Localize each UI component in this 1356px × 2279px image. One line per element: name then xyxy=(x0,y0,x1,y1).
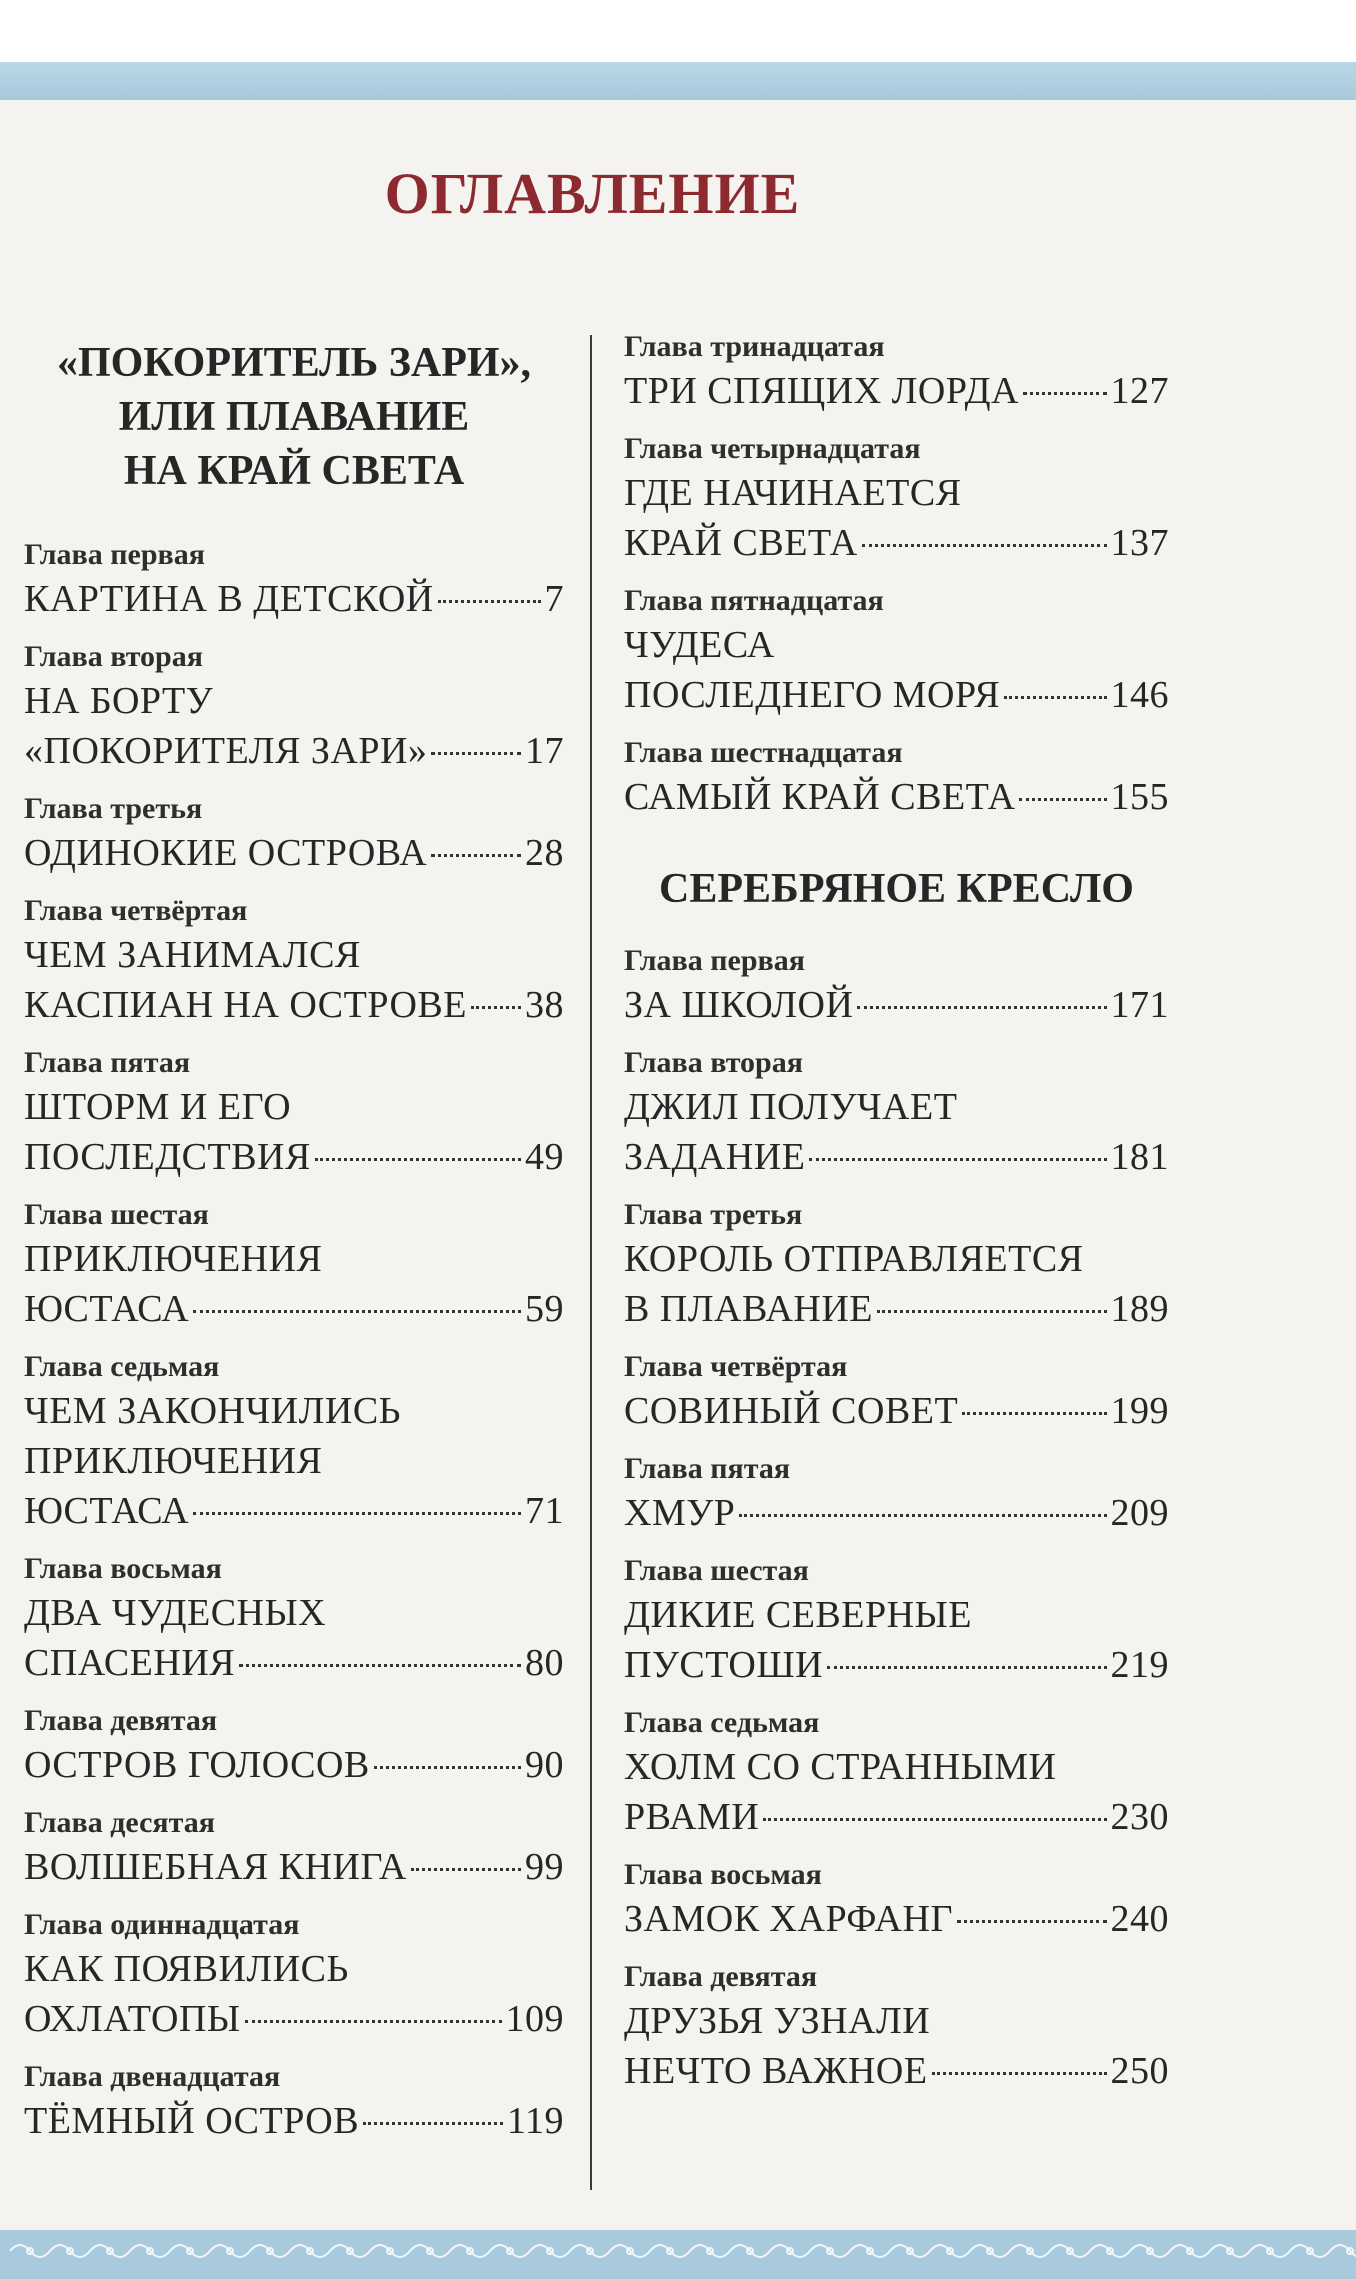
column-divider xyxy=(590,335,592,2190)
dot-leader xyxy=(932,2072,1107,2075)
toc-entry xyxy=(24,1044,564,1182)
chapter-title-line xyxy=(24,1842,564,1892)
page-number: 209 xyxy=(1110,1492,1169,1534)
chapter-title-line xyxy=(624,1386,1169,1436)
chapter-label: Глава тринадцатая xyxy=(624,330,885,363)
toc-entry xyxy=(24,1550,564,1688)
toc-entry xyxy=(624,942,1169,1030)
dot-leader xyxy=(957,1920,1107,1923)
dot-leader xyxy=(827,1666,1106,1669)
chapter-label: Глава одиннадцатая xyxy=(24,1908,300,1941)
page-number: 90 xyxy=(525,1744,564,1786)
chapter-label: Глава вторая xyxy=(624,1046,803,1079)
toc-entry xyxy=(624,1348,1169,1436)
page-number: 80 xyxy=(525,1642,564,1684)
toc-entry xyxy=(24,1348,564,1536)
chapter-title-text: ЗАМОК ХАРФАНГ xyxy=(624,1898,953,1940)
book-title-line: «ПОКОРИТЕЛЬ ЗАРИ», xyxy=(56,340,532,386)
book-title xyxy=(624,862,1169,916)
chapter-title-text: ОХЛАТОПЫ xyxy=(24,1998,241,2040)
chapter-title-line xyxy=(24,1740,564,1790)
chapter-title-line: ЧЕМ ЗАКОНЧИЛИСЬ xyxy=(24,1390,401,1432)
chapter-title-line xyxy=(624,366,1169,416)
chapter-label: Глава вторая xyxy=(24,640,203,673)
chapter-title-text: «ПОКОРИТЕЛЯ ЗАРИ» xyxy=(24,730,428,772)
page-number: 240 xyxy=(1110,1898,1169,1940)
chapter-title-line: ПРИКЛЮЧЕНИЯ xyxy=(24,1440,323,1482)
chapter-title-text: ТЁМНЫЙ ОСТРОВ xyxy=(24,2100,360,2142)
dot-leader xyxy=(438,600,541,603)
dot-leader xyxy=(857,1006,1106,1009)
chapter-title-text: ПОСЛЕДСТВИЯ xyxy=(24,1136,311,1178)
chapter-title-text: ОДИНОКИЕ ОСТРОВА xyxy=(24,832,428,874)
toc-entry xyxy=(624,582,1169,720)
chapter-title-text: ЗА ШКОЛОЙ xyxy=(624,984,854,1026)
chapter-title-text: ПУСТОШИ xyxy=(624,1644,824,1686)
top-decorative-band xyxy=(0,0,1356,100)
page-number: 17 xyxy=(525,730,564,772)
page-number: 71 xyxy=(525,1490,564,1532)
dot-leader xyxy=(962,1412,1106,1415)
dot-leader xyxy=(809,1158,1106,1161)
chapter-label: Глава третья xyxy=(24,792,203,825)
chapter-title-line: ДИКИЕ СЕВЕРНЫЕ xyxy=(624,1594,972,1636)
toc-entry xyxy=(624,1704,1169,1842)
chapter-title-line xyxy=(24,2096,564,2146)
toc-entry xyxy=(624,328,1169,416)
toc-entry xyxy=(624,1196,1169,1334)
dot-leader xyxy=(193,1310,521,1313)
chapter-label: Глава седьмая xyxy=(624,1706,820,1739)
chapter-label: Глава первая xyxy=(24,538,205,571)
chapter-title-text: КАСПИАН НА ОСТРОВЕ xyxy=(24,984,467,1026)
chapter-title-line xyxy=(624,772,1169,822)
chapter-label: Глава четырнадцатая xyxy=(624,432,921,465)
chapter-label: Глава четвёртая xyxy=(24,894,248,927)
toc-entry xyxy=(24,2058,564,2146)
chapter-title-line xyxy=(24,1638,564,1688)
book-title-line: СЕРЕБРЯНОЕ КРЕСЛО xyxy=(659,866,1134,912)
page-number: 38 xyxy=(525,984,564,1026)
toc-entry xyxy=(24,1702,564,1790)
dot-leader xyxy=(245,2020,502,2023)
chapter-title-line xyxy=(24,1994,564,2044)
chapter-title-text: САМЫЙ КРАЙ СВЕТА xyxy=(624,776,1016,818)
page-number: 250 xyxy=(1110,2050,1169,2092)
toc-entry xyxy=(624,430,1169,568)
page-number: 137 xyxy=(1110,522,1169,564)
page-number: 189 xyxy=(1110,1288,1169,1330)
chapter-title-line: ДРУЗЬЯ УЗНАЛИ xyxy=(624,2000,931,2042)
chapter-title-text: СОВИНЫЙ СОВЕТ xyxy=(624,1390,959,1432)
chapter-label: Глава шестая xyxy=(624,1554,809,1587)
page-number: 230 xyxy=(1110,1796,1169,1838)
chapter-label: Глава пятнадцатая xyxy=(624,584,884,617)
chapter-label: Глава четвёртая xyxy=(624,1350,848,1383)
dot-leader xyxy=(1019,798,1106,801)
chapter-label: Глава шестнадцатая xyxy=(624,736,903,769)
chapter-title-line xyxy=(624,1284,1169,1334)
toc-entry xyxy=(24,790,564,878)
chapter-label: Глава восьмая xyxy=(24,1552,222,1585)
toc-entry xyxy=(24,892,564,1030)
page-number: 99 xyxy=(525,1846,564,1888)
chapter-title-line xyxy=(24,980,564,1030)
chapter-label: Глава девятая xyxy=(24,1704,218,1737)
dot-leader xyxy=(431,854,521,857)
page-number: 155 xyxy=(1110,776,1169,818)
chapter-title-text: КРАЙ СВЕТА xyxy=(624,522,858,564)
chapter-title-text: В ПЛАВАНИЕ xyxy=(624,1288,873,1330)
chapter-title-line xyxy=(24,726,564,776)
chapter-title-text: ЮСТАСА xyxy=(24,1288,190,1330)
chapter-title-text: ПОСЛЕДНЕГО МОРЯ xyxy=(624,674,1001,716)
chapter-title-line: КОРОЛЬ ОТПРАВЛЯЕТСЯ xyxy=(624,1238,1084,1280)
toc-entry xyxy=(24,1906,564,2044)
page-number: 7 xyxy=(544,578,564,620)
chapter-label: Глава шестая xyxy=(24,1198,209,1231)
toc-entry xyxy=(624,734,1169,822)
dot-leader xyxy=(471,1006,521,1009)
page-number: 127 xyxy=(1110,370,1169,412)
chapter-title-line: ПРИКЛЮЧЕНИЯ xyxy=(24,1238,323,1280)
toc-right-column xyxy=(624,328,1169,2110)
chapter-title-text: ЮСТАСА xyxy=(24,1490,190,1532)
toc-entry xyxy=(24,638,564,776)
toc-entry xyxy=(624,1044,1169,1182)
page-number: 199 xyxy=(1110,1390,1169,1432)
page-number: 119 xyxy=(506,2100,564,2142)
toc-left-column xyxy=(24,328,564,2160)
chapter-title-line: ЧУДЕСА xyxy=(624,624,775,666)
dot-leader xyxy=(193,1512,521,1515)
page-number: 49 xyxy=(525,1136,564,1178)
chapter-title-line: ЧЕМ ЗАНИМАЛСЯ xyxy=(24,934,361,976)
chapter-title-line: КАК ПОЯВИЛИСЬ xyxy=(24,1948,349,1990)
dot-leader xyxy=(739,1514,1106,1517)
chapter-title-text: ОСТРОВ ГОЛОСОВ xyxy=(24,1744,370,1786)
chapter-label: Глава двенадцатая xyxy=(24,2060,281,2093)
chapter-title-line: ХОЛМ СО СТРАННЫМИ xyxy=(624,1746,1057,1788)
chapter-label: Глава седьмая xyxy=(24,1350,220,1383)
page-number: 171 xyxy=(1110,984,1169,1026)
toc-entry xyxy=(24,536,564,624)
chapter-title-line xyxy=(24,828,564,878)
toc-entry xyxy=(624,1552,1169,1690)
chapter-label: Глава третья xyxy=(624,1198,803,1231)
chapter-title-line xyxy=(624,1640,1169,1690)
dot-leader xyxy=(239,1664,521,1667)
page-title: ОГЛАВЛЕНИЕ xyxy=(384,161,801,226)
book-title-line: НА КРАЙ СВЕТА xyxy=(123,448,465,494)
chapter-label: Глава первая xyxy=(624,944,805,977)
chapter-title-text: ЗАДАНИЕ xyxy=(624,1136,806,1178)
dot-leader xyxy=(431,752,521,755)
toc-entry xyxy=(24,1804,564,1892)
book-title xyxy=(24,336,564,498)
chapter-title-line xyxy=(24,574,564,624)
chapter-title-text: РВАМИ xyxy=(624,1796,760,1838)
chapter-title-line xyxy=(624,1894,1169,1944)
chapter-title-text: ТРИ СПЯЩИХ ЛОРДА xyxy=(624,370,1019,412)
toc-entry xyxy=(24,1196,564,1334)
dot-leader xyxy=(411,1868,521,1871)
chapter-title-line: ШТОРМ И ЕГО xyxy=(24,1086,292,1128)
chapter-title-line: ДВА ЧУДЕСНЫХ xyxy=(24,1592,327,1634)
dot-leader xyxy=(315,1158,521,1161)
dot-leader xyxy=(877,1310,1107,1313)
chapter-title-line xyxy=(624,518,1169,568)
page-number: 146 xyxy=(1110,674,1169,716)
chapter-title-line xyxy=(624,1488,1169,1538)
page-number: 109 xyxy=(505,1998,564,2040)
dot-leader xyxy=(1023,392,1107,395)
ornament-border-icon xyxy=(0,2236,1356,2266)
chapter-label: Глава десятая xyxy=(24,1806,215,1839)
chapter-title-text: КАРТИНА В ДЕТСКОЙ xyxy=(24,578,434,620)
chapter-title-text: НЕЧТО ВАЖНОЕ xyxy=(624,2050,928,2092)
page-number: 59 xyxy=(525,1288,564,1330)
chapter-title-line xyxy=(624,2046,1169,2096)
page-number: 28 xyxy=(525,832,564,874)
dot-leader xyxy=(1004,696,1106,699)
page-number: 219 xyxy=(1110,1644,1169,1686)
dot-leader xyxy=(862,544,1107,547)
chapter-label: Глава пятая xyxy=(24,1046,191,1079)
toc-entry xyxy=(624,1958,1169,2096)
chapter-title-line: НА БОРТУ xyxy=(24,680,214,722)
chapter-title-line xyxy=(624,1792,1169,1842)
chapter-title-line: ДЖИЛ ПОЛУЧАЕТ xyxy=(624,1086,958,1128)
toc-entry xyxy=(624,1450,1169,1538)
book-title-line: ИЛИ ПЛАВАНИЕ xyxy=(118,394,470,440)
dot-leader xyxy=(374,1766,521,1769)
chapter-label: Глава девятая xyxy=(624,1960,818,1993)
chapter-label: Глава восьмая xyxy=(624,1858,822,1891)
chapter-title-text: ХМУР xyxy=(624,1492,736,1534)
chapter-title-line xyxy=(24,1486,564,1536)
chapter-title-line xyxy=(24,1132,564,1182)
chapter-title-line xyxy=(624,980,1169,1030)
chapter-title-line xyxy=(24,1284,564,1334)
chapter-label: Глава пятая xyxy=(624,1452,791,1485)
page-number: 181 xyxy=(1110,1136,1169,1178)
chapter-title-line xyxy=(624,1132,1169,1182)
toc-entry xyxy=(624,1856,1169,1944)
chapter-title-text: ВОЛШЕБНАЯ КНИГА xyxy=(24,1846,407,1888)
chapter-title-line xyxy=(624,670,1169,720)
dot-leader xyxy=(363,2122,503,2125)
chapter-title-text: СПАСЕНИЯ xyxy=(24,1642,236,1684)
chapter-title-line: ГДЕ НАЧИНАЕТСЯ xyxy=(624,472,962,514)
dot-leader xyxy=(763,1818,1106,1821)
